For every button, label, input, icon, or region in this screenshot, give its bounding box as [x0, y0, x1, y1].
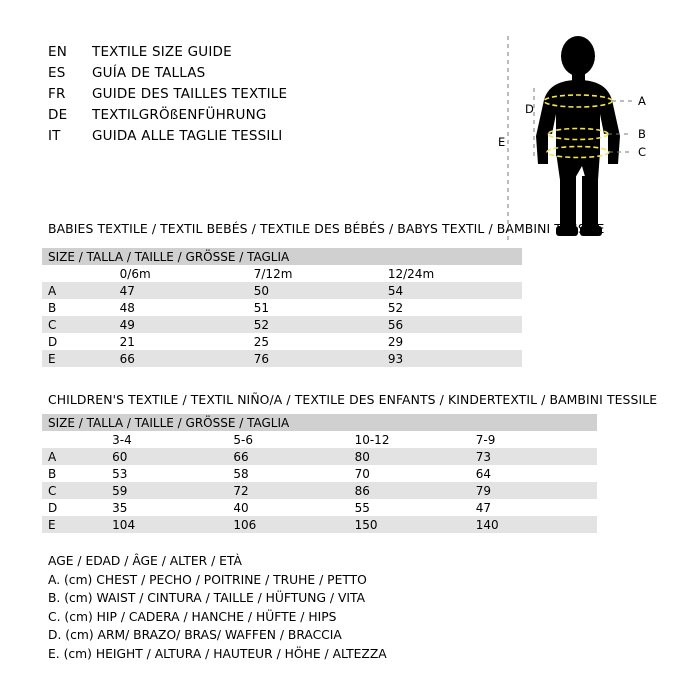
table-row	[42, 282, 522, 299]
table-row	[42, 448, 597, 465]
language-code: IT	[48, 128, 61, 144]
cell-value: 70	[354, 466, 370, 481]
babies-section-title: BABIES TEXTILE / TEXTIL BEBÉS / TEXTILE DES BÉBÉS / BABYS TEXTIL / BAMBINI TESSILE	[48, 221, 605, 236]
cell-value: 59	[112, 483, 128, 498]
language-title: TEXTILGRÖßENFÜHRUNG	[92, 107, 267, 123]
language-row	[48, 86, 468, 107]
babies-size-header: SIZE / TALLA / TAILLE / GRÖSSE / TAGLIA	[48, 249, 290, 264]
cell-value: 40	[233, 500, 249, 515]
language-row	[48, 128, 468, 149]
language-title: GUÍA DE TALLAS	[92, 65, 206, 81]
cell-value: 47	[475, 500, 492, 515]
table-row	[42, 316, 522, 333]
cell-value: 64	[475, 466, 492, 481]
cell-value: 51	[253, 300, 270, 315]
table-row	[42, 350, 522, 367]
cell-value: 150	[354, 517, 378, 532]
children-column-header: 10-12	[354, 432, 390, 447]
cell-value: 55	[354, 500, 370, 515]
figure-label-e: E	[498, 135, 506, 149]
babies-column-header: 7/12m	[253, 266, 293, 281]
figure-label-a: A	[638, 94, 646, 108]
row-label: E	[48, 351, 56, 366]
row-label: E	[48, 517, 56, 532]
legend-line: B. (cm) WAIST / CINTURA / TAILLE / HÜFTUNG / VITA	[48, 591, 365, 605]
table-header-row	[42, 414, 597, 431]
cell-value: 72	[233, 483, 249, 498]
children-column-header: 7-9	[475, 432, 496, 447]
language-title-list	[48, 44, 468, 149]
cell-value: 29	[387, 334, 404, 349]
language-code: DE	[48, 107, 68, 123]
language-title: GUIDA ALLE TAGLIE TESSILI	[92, 128, 283, 144]
table-row	[42, 499, 597, 516]
children-size-header: SIZE / TALLA / TAILLE / GRÖSSE / TAGLIA	[48, 415, 290, 430]
table-header-row	[42, 248, 522, 265]
language-title: TEXTILE SIZE GUIDE	[92, 44, 232, 60]
row-label: B	[48, 300, 57, 315]
cell-value: 104	[112, 517, 136, 532]
table-column-row	[42, 431, 597, 448]
language-code: ES	[48, 65, 66, 81]
figure-label-c: C	[638, 145, 647, 159]
empty-corner-cell	[42, 431, 112, 448]
legend-line: C. (cm) HIP / CADERA / HANCHE / HÜFTE / HIPS	[48, 609, 337, 624]
cell-value: 106	[233, 517, 257, 532]
children-size-table	[42, 414, 597, 533]
row-label: D	[48, 500, 58, 515]
babies-column-header: 12/24m	[387, 266, 435, 281]
cell-value: 60	[112, 449, 128, 464]
language-title: GUIDE DES TAILLES TEXTILE	[92, 86, 288, 102]
row-label: C	[48, 317, 57, 332]
cell-value: 50	[253, 283, 270, 298]
cell-value: 58	[233, 466, 249, 481]
row-label: A	[48, 449, 57, 464]
cell-value: 53	[112, 466, 128, 481]
table-row	[42, 465, 597, 482]
figure-label-b: B	[638, 127, 646, 141]
table-row	[42, 299, 522, 316]
cell-value: 54	[387, 283, 404, 298]
figure-label-d: D	[525, 102, 534, 116]
children-column-header: 5-6	[233, 432, 253, 447]
table-row	[42, 333, 522, 350]
cell-value: 52	[253, 317, 270, 332]
cell-value: 52	[387, 300, 404, 315]
children-section-title: CHILDREN'S TEXTILE / TEXTIL NIÑO/A / TEXTILE DES ENFANTS / KINDERTEXTIL / BAMBINI TESSILE	[48, 392, 658, 407]
legend-line: E. (cm) HEIGHT / ALTURA / HAUTEUR / HÖHE / ALTEZZA	[48, 646, 387, 661]
table-column-row	[42, 265, 522, 282]
cell-value: 21	[119, 334, 135, 349]
cell-value: 49	[119, 317, 135, 332]
children-column-header: 3-4	[112, 432, 132, 447]
row-label: D	[48, 334, 58, 349]
cell-value: 35	[112, 500, 128, 515]
cell-value: 47	[119, 283, 135, 298]
cell-value: 66	[233, 449, 249, 464]
row-label: C	[48, 483, 57, 498]
cell-value: 79	[475, 483, 492, 498]
measurement-legend	[48, 552, 387, 663]
cell-value: 56	[387, 317, 404, 332]
cell-value: 25	[253, 334, 270, 349]
row-label: B	[48, 466, 57, 481]
language-row	[48, 65, 468, 86]
cell-value: 93	[387, 351, 404, 366]
row-label: A	[48, 283, 57, 298]
cell-value: 80	[354, 449, 370, 464]
language-code: FR	[48, 86, 66, 102]
legend-line: D. (cm) ARM/ BRAZO/ BRAS/ WAFFEN / BRACCIA	[48, 628, 342, 642]
cell-value: 66	[119, 351, 135, 366]
cell-value: 48	[119, 300, 135, 315]
table-row	[42, 482, 597, 499]
cell-value: 73	[475, 449, 492, 464]
legend-line: A. (cm) CHEST / PECHO / POITRINE / TRUHE / PETTO	[48, 572, 367, 587]
language-row	[48, 107, 468, 128]
babies-column-header: 0/6m	[119, 266, 151, 281]
legend-line: AGE / EDAD / ÂGE / ALTER / ETÀ	[48, 554, 242, 568]
cell-value: 86	[354, 483, 370, 498]
table-row	[42, 516, 597, 533]
cell-value: 76	[253, 351, 270, 366]
language-row	[48, 44, 468, 65]
child-silhouette-icon	[486, 28, 676, 248]
measurement-figure	[486, 28, 676, 248]
language-code: EN	[48, 44, 68, 60]
empty-corner-cell	[42, 265, 120, 282]
babies-size-table	[42, 248, 522, 367]
cell-value: 140	[475, 517, 499, 532]
